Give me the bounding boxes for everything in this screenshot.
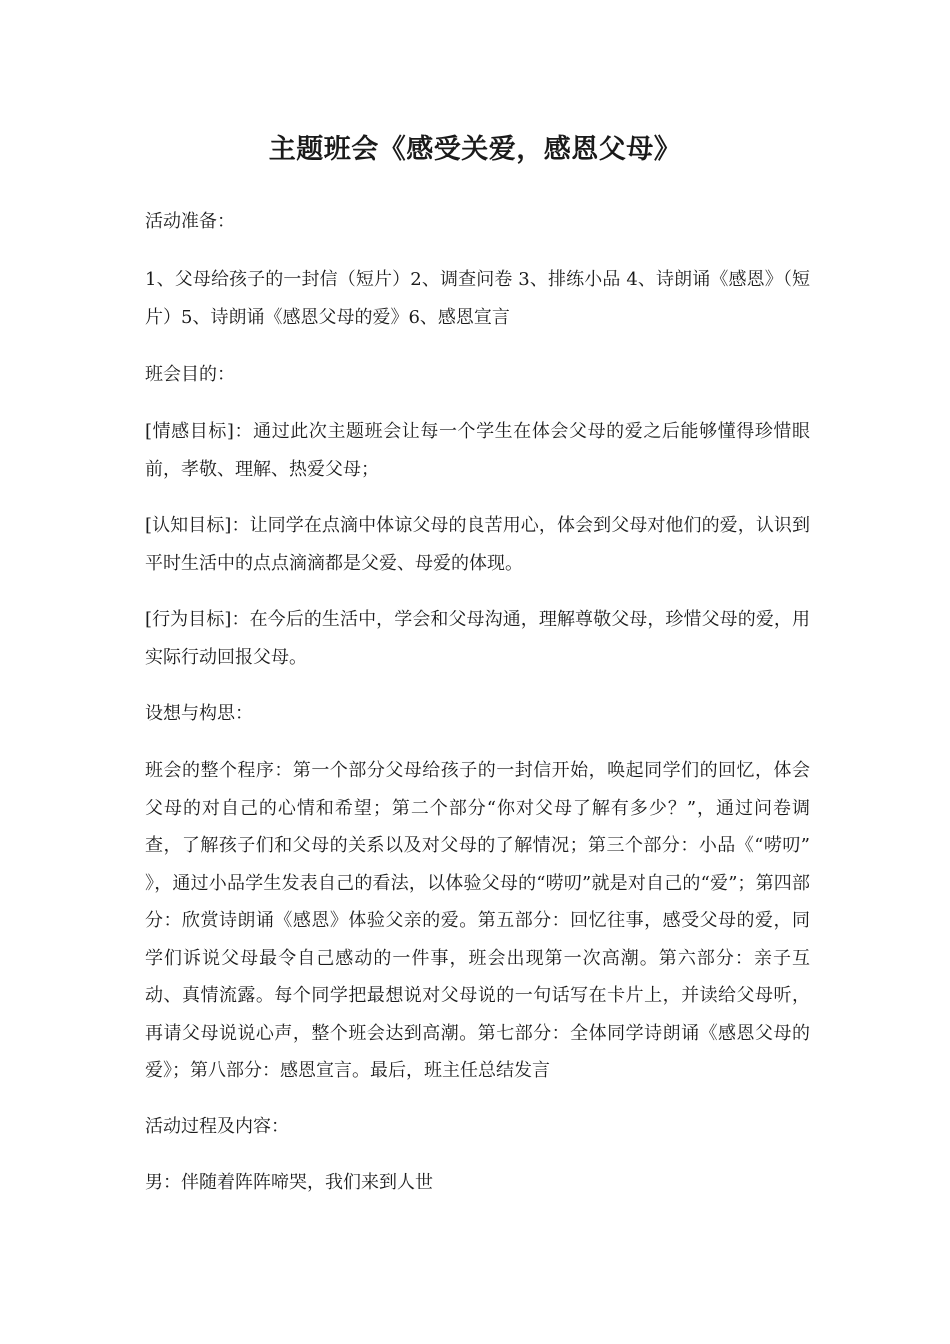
goal-emotion	[145, 413, 810, 488]
section-heading-goals	[145, 356, 810, 394]
section-heading-process	[145, 1108, 810, 1146]
paragraph: 班会目的：	[145, 364, 235, 385]
paragraph: [行为目标]：在今后的生活中，学会和父母沟通，理解尊敬父母，珍惜父母的爱，用实际行动回报父母。	[145, 609, 810, 668]
paragraph: 活动过程及内容：	[145, 1116, 289, 1137]
paragraph: 设想与构思：	[145, 703, 253, 724]
goal-behavior	[145, 601, 810, 676]
section-heading-preparation	[145, 203, 810, 241]
goal-cognition	[145, 507, 810, 582]
paragraph: 1、父母给孩子的一封信（短片）2、调查问卷 3、排练小品 4、诗朗诵《感恩》（短片）5、诗朗诵《感恩父母的爱》6、感恩宣言	[145, 269, 810, 328]
document-title: 主题班会《感受关爱，感恩父母》	[268, 134, 682, 165]
program-description	[145, 752, 810, 1090]
process-first-line	[145, 1164, 810, 1202]
paragraph: [认知目标]：让同学在点滴中体谅父母的良苦用心，体会到父母对他们的爱，认识到平时生活中的点点滴滴都是父爱、母爱的体现。	[145, 515, 810, 574]
preparation-list	[145, 261, 810, 336]
section-heading-concept	[145, 695, 810, 733]
paragraph: 班会的整个程序：第一个部分父母给孩子的一封信开始，唤起同学们的回忆，体会父母的对自己的心情和希望；第二个部分“你对父母了解有多少？”，通过问卷调查，了解孩子们和父母的关系以及对父母的了解情况；第三个部分：小品《“唠叨” 》，通过小品学生发表自己的看法，以体验父母的“唠叨”就是对自己的“爱”；第四部分：欣赏诗朗诵《感恩》体验父亲的爱。第五部分：回忆往事，感受父母的爱，同学们诉说父母最令自己感动的一件事，班会出现第一次高潮。第六部分：亲子互动、真情流露。每个同学把最想说对父母说的一句话写在卡片上，并读给父母听，再请父母说说心声，整个班会达到高潮。第七部分：全体同学诗朗诵《感恩父母的爱》；第八部分：感恩宣言。最后，班主任总结发言	[145, 760, 810, 1081]
paragraph: 男：伴随着阵阵啼哭，我们来到人世	[145, 1172, 433, 1193]
paragraph: [情感目标]：通过此次主题班会让每一个学生在体会父母的爱之后能够懂得珍惜眼前，孝敬、理解、热爱父母；	[145, 421, 810, 480]
paragraph: 活动准备：	[145, 211, 235, 232]
